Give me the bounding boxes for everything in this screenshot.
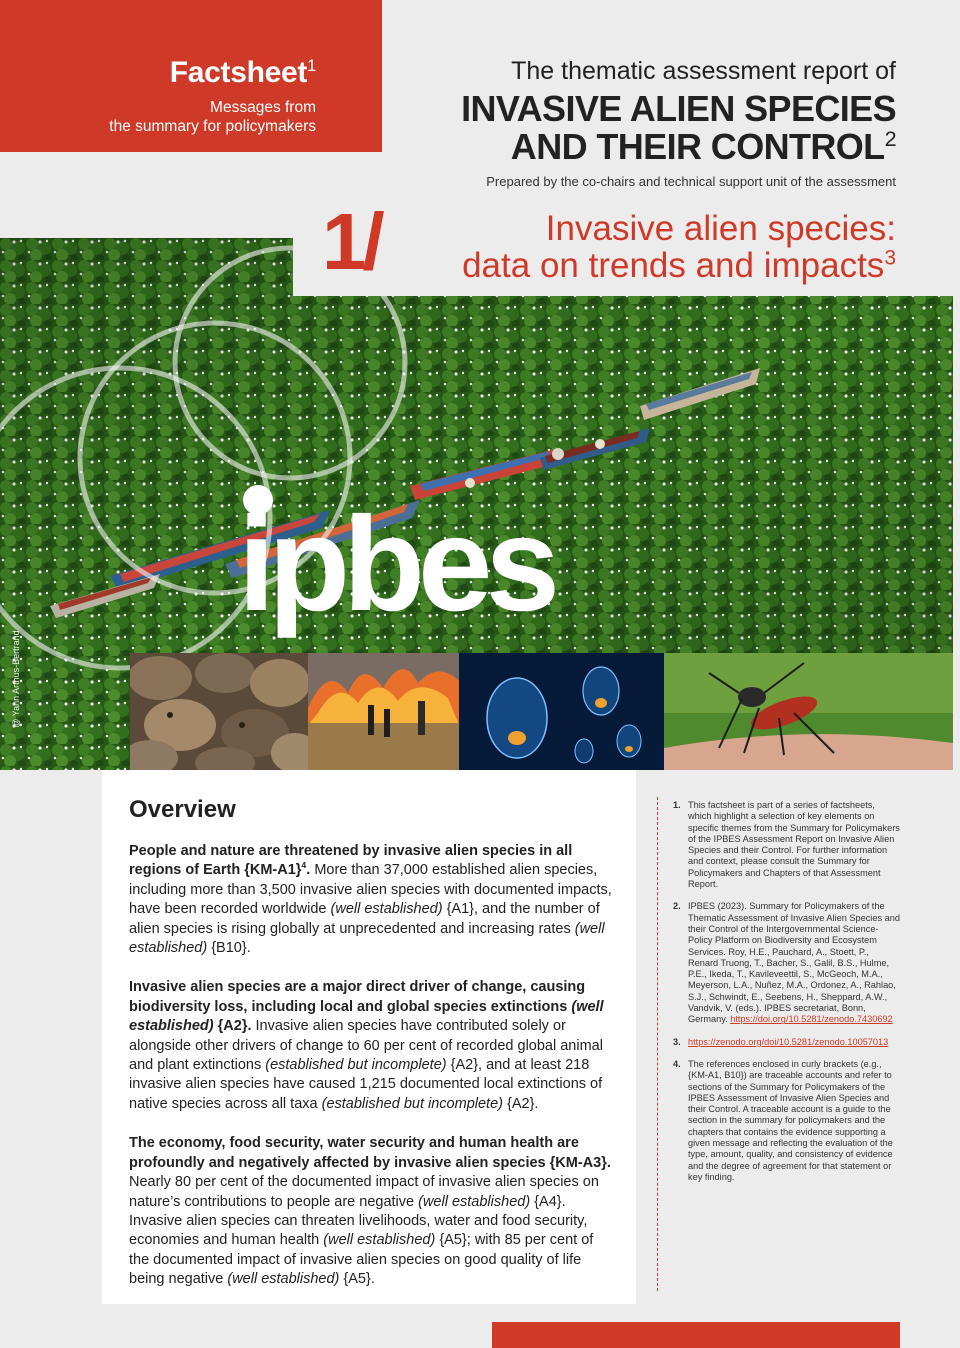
jellyfish-photo <box>459 653 664 770</box>
footnote-ref[interactable]: 3 <box>884 246 896 270</box>
doi-link[interactable]: https://doi.org/10.5281/zenodo.7430692 <box>730 1014 893 1025</box>
footnote-ref[interactable]: 2 <box>884 126 896 151</box>
overview-paragraph: People and nature are threatened by invasive alien species in all regions of Earth $\{KM-A1\}^4$. More than 37,000 established alien species, including more than 3,500 invasive alien species with documented impacts, have been recorded worldwide (well established) {A1}, and the number of alien species is rising globally at unprecedented and increasing rates (well established) {B10}. <box>129 843 612 957</box>
toads-photo <box>130 653 308 770</box>
footnote-item: 4. The references enclosed in curly brackets (e.g., {KM-A1, B10}) are traceable accounts and refer to sections of the Summary for Policymakers of the IPBES Assessment of Invasive Alien Species and their Control. A traceable account is a guide to the section in the summary for policymakers and the chapters that contains the evidence supporting a given message and reflecting the evaluation of the type, amount, quality, and consistency of evidence and the degree of agreement for that statement or key finding. <box>673 1058 893 1182</box>
footnote-ref[interactable]: 1 <box>307 57 316 75</box>
overview-body <box>129 842 617 1310</box>
footnotes-divider <box>657 797 658 1291</box>
overview-panel <box>102 770 636 1304</box>
report-intro: The thematic assessment report of <box>511 57 896 85</box>
prepared-by-line: Prepared by the co-chairs and technical support unit of the assessment <box>486 174 896 189</box>
photo-credit: @ Yann Arthus-Bertrand <box>11 630 21 728</box>
bushfire-photo <box>308 653 459 770</box>
report-title: INVASIVE ALIEN SPECIES AND THEIR CONTROL$^2$ <box>461 88 896 167</box>
factsheet-title: Factsheet$^1$ <box>169 56 316 89</box>
footnote-ref[interactable]: 4 <box>301 860 307 871</box>
overview-heading: Overview <box>129 796 236 823</box>
overview-paragraph: Invasive alien species are a major direct driver of change, causing biodiversity loss, including local and global species extinctions (well established) {A2}. Invasive alien species have contributed solely or alongside other drivers of change to 60 per cent of recorded global animal and plant extinctions (established but incomplete) {A2}, and at least 218 invasive alien species have caused 1,215 documented local extinctions of native species across all taxa (established but incomplete) {A2}. <box>129 979 604 1112</box>
factsheet-banner <box>0 0 382 152</box>
footnotes <box>668 800 900 1194</box>
factsheet-subtitle: Messages from the summary for policymakers <box>109 99 316 135</box>
overview-paragraph: The economy, food security, water security and human health are profoundly and negatively affected by invasive alien species {KM-A3}. Nearly 80 per cent of the documented impact of invasive alien species on nature’s contributions to people are negative (well established) {A4}. Invasive alien species can threaten livelihoods, water and food security, economies and human health (well established) {A5}; with 85 per cent of the documented impact of invasive alien species on good quality of life being negative (well established) {A5}. <box>129 1135 611 1288</box>
footnote-item: 1. This factsheet is part of a series of factsheets, which highlight a selection of key elements on specific themes from the Summary for Policymakers of the IPBES Assessment Report on Invasive Alien Species and their Control. For further information and context, please consult the Summary for Policymakers and Chapters of that Assessment Report. <box>673 800 900 890</box>
chapter-number: 1/ <box>322 197 381 286</box>
bottom-accent-bar <box>492 1322 900 1348</box>
footnote-item: 3. https://zenodo.org/doi/10.5281/zenodo.10057013 <box>673 1036 889 1047</box>
footnote-item: 2. IPBES (2023). Summary for Policymakers of the Thematic Assessment of Invasive Alien Species and their Control of the Intergovernmental Science-Policy Platform on Biodiversity and Ecosystem Services. Roy, H.E., Pauchard, A., Stoett, P., Renard Truong, T., Bacher, S., Galil, B.S., Hulme, P.E., Ikeda, T., Kavileveettil, S., McGeoch, M.A., Meyerson, L.A., Nuñez, M.A., Ordonez, A., Rahlao, S.J., Schwindt, E., Seebens, H., Sheppard, A.W., Vandvik, V. (eds.). IPBES secretariat, Bonn, Germany. https://doi.org/10.5281/zenodo.7430692 <box>673 901 900 1025</box>
zenodo-link[interactable]: https://zenodo.org/doi/10.5281/zenodo.10057013 <box>688 1036 889 1047</box>
ipbes-logo: ipbes <box>238 490 553 639</box>
mosquito-photo <box>664 653 953 770</box>
chapter-title: Invasive alien species: data on trends and impacts$^3$ <box>462 209 896 285</box>
